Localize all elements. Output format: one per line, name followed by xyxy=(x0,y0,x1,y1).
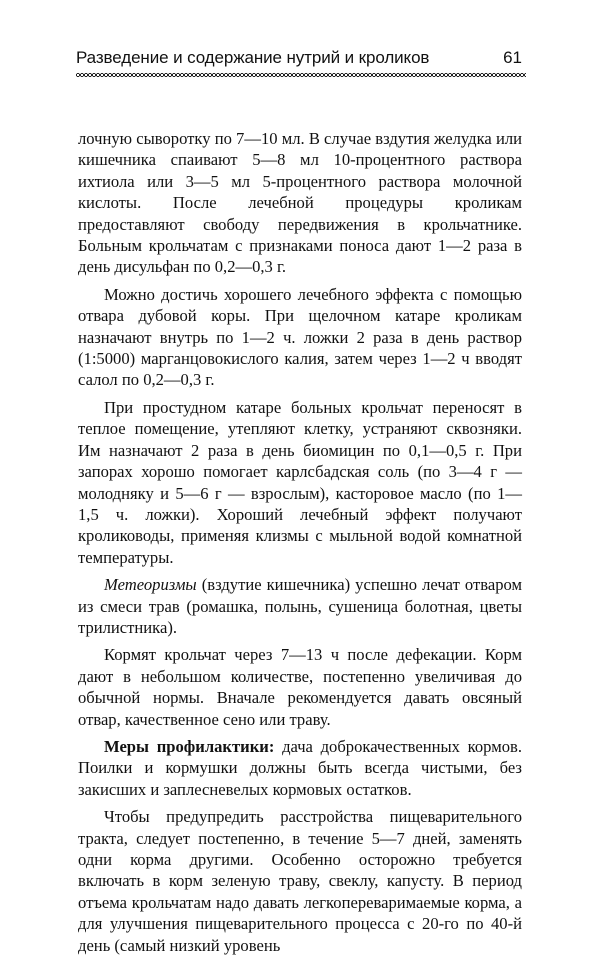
page-number: 61 xyxy=(503,48,522,67)
paragraph-3: При простудном катаре больных крольчат переносят в теплое помещение, утепляют клетку, устраняют сквозняки. Им назначают 2 раза в день биомицин по 0,1—0,5 г. При запорах хорошо помогает карлсбадская соль (по 3—4 г — молодняку и 5—6 г — взрослым), касторовое масло (по 1—1,5 ч. ложки). Хороший лечебный эффект получают кролиководы, применяя клизмы с мыльной водой комнатной температуры. xyxy=(78,397,522,567)
body-text xyxy=(78,128,522,962)
prevention-heading: Меры профилактики: xyxy=(104,736,275,756)
paragraph-1: лочную сыворотку по 7—10 мл. В случае вздутия желудка или кишечника спаивают 5—8 мл 10-процентного раствора ихтиола или 3—5 мл 5-процентного раствора молочной кислоты. После лечебной процедуры кроликам предоставляют свободу передвижения в крольчатнике. Больным крольчатам с признаками поноса дают 1—2 раза в день дисульфан по 0,2—0,3 г. xyxy=(78,129,522,277)
paragraph-7: Чтобы предупредить расстройства пищеварительного тракта, следует постепенно, в течение 5—7 дней, заменять одни корма другими. Особенно осторожно требуется включать в корм зеленую траву, свеклу, капусту. В период отъема крольчатам надо давать легкопереваримаемые корма, а для улучшения пищеварительного процесса с 20-го по 40-й день (самый низкий уровень xyxy=(78,807,522,955)
paragraph-6: Меры профилактики: дача доброкачественных кормов. Поилки и кормушки должны быть всегда чистыми, без закисших и заплесневелых кормовых остатков. xyxy=(78,736,523,799)
term-meteorism: Метеоризмы xyxy=(104,575,197,595)
running-header xyxy=(76,42,526,72)
header-title: Разведение и содержание нутрий и кроликов xyxy=(76,48,430,67)
paragraph-5: Кормят крольчат через 7—13 ч после дефекации. Корм дают в небольшом количестве, постепенно увеличивая до обычной нормы. Вначале рекомендуется давать овсяный отвар, качественное сено или траву. xyxy=(78,645,522,729)
paragraph-4: Метеоризмы (вздутие кишечника) успешно лечат отваром из смеси трав (ромашка, полынь, сушеница болотная, цветы трилистника). xyxy=(78,575,522,637)
header-divider xyxy=(76,72,526,78)
paragraph-2: Можно достичь хорошего лечебного эффекта с помощью отвара дубовой коры. При щелочном катаре кроликам назначают внутрь по 1—2 ч. ложки 2 раза в день раствор (1:5000) марганцовокислого калия, затем через 1—2 ч вводят салол по 0,2—0,3 г. xyxy=(78,284,522,390)
